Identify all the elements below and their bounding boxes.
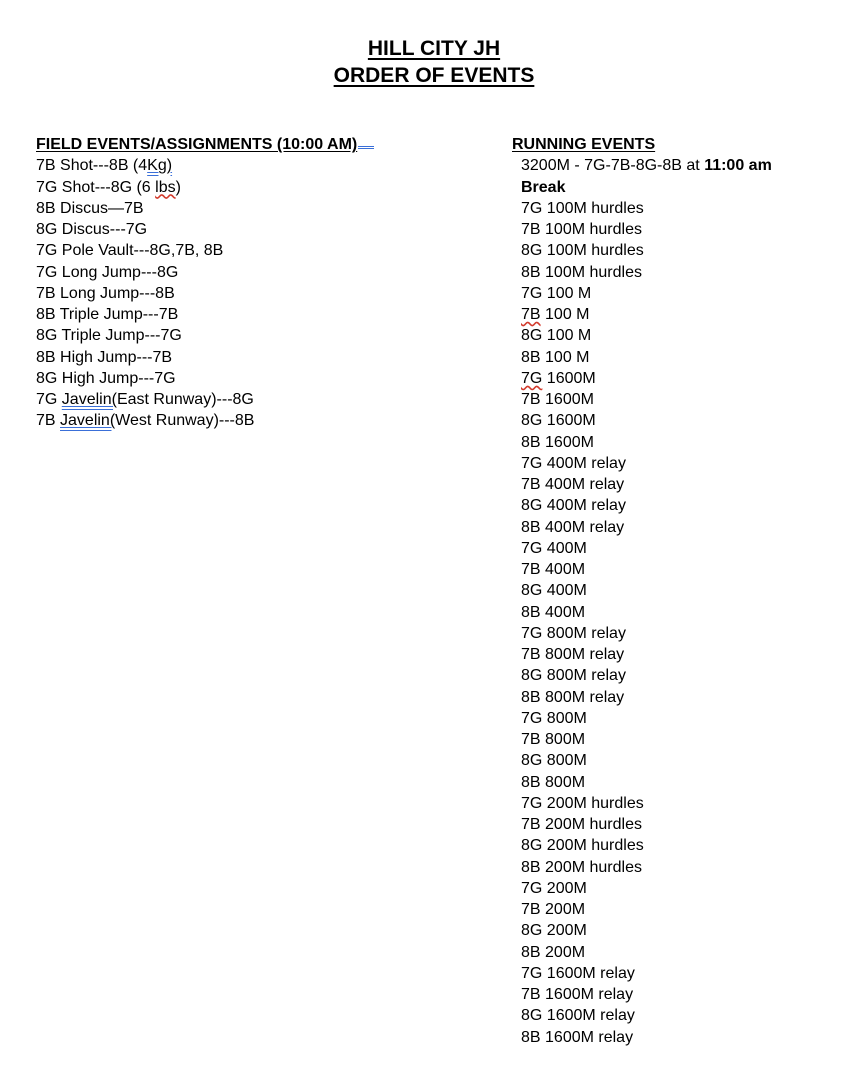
flagged-word: 7G bbox=[521, 369, 543, 387]
field-event-text: 7G bbox=[36, 391, 62, 408]
running-event-item: 8G 800M relay bbox=[521, 667, 626, 685]
field-event-text: 7B Shot---8B (4 bbox=[36, 157, 148, 175]
running-event-item: 7G 800M relay bbox=[521, 624, 626, 642]
running-event-item: 8G 200M hurdles bbox=[521, 837, 644, 855]
field-event-text: 8G Triple Jump---7G bbox=[36, 327, 182, 345]
field-event-item bbox=[36, 262, 456, 283]
field-event-text-tail: East Runway)---8G bbox=[116, 391, 254, 408]
running-event-item: 8B 800M relay bbox=[521, 688, 625, 706]
running-event-item: 8B 400M relay bbox=[521, 518, 625, 536]
running-event-item: 8B 100 M bbox=[521, 348, 590, 366]
running-events-list bbox=[512, 198, 862, 1048]
field-event-text-tail: ) bbox=[175, 178, 181, 196]
running-event-item: 8G 200M bbox=[521, 922, 587, 940]
running-event-item: 8B 1600M bbox=[521, 433, 594, 451]
running-first-event bbox=[512, 155, 862, 176]
running-event-item: 7G 400M relay bbox=[521, 454, 626, 472]
field-event-text: 7B Long Jump---8B bbox=[36, 284, 175, 302]
field-event-item bbox=[36, 240, 456, 261]
field-event-item bbox=[36, 325, 456, 346]
running-event-item: 7G 100M hurdles bbox=[521, 199, 644, 217]
running-event-item: 7G 200M hurdles bbox=[521, 794, 644, 812]
field-event-item bbox=[36, 219, 456, 240]
running-event-item: 7B 400M relay bbox=[521, 476, 625, 493]
field-event-item bbox=[36, 368, 456, 389]
running-event-item: 8B 200M hurdles bbox=[521, 858, 642, 876]
running-event-item: 8G 800M bbox=[521, 752, 587, 770]
flagged-word: 7B bbox=[521, 306, 541, 323]
running-event-item: 7B 800M bbox=[521, 731, 586, 748]
field-event-text: 8B High Jump---7B bbox=[36, 348, 173, 366]
running-events-column bbox=[512, 134, 862, 1048]
document-subtitle: ORDER OF EVENTS bbox=[333, 64, 535, 87]
running-event-item: 8B 800M bbox=[521, 773, 586, 791]
field-event-item bbox=[36, 410, 456, 431]
running-event-item: 8G 1600M relay bbox=[521, 1007, 635, 1025]
running-event-item: 7B 200M bbox=[521, 901, 586, 918]
flagged-word: Javelin( bbox=[60, 412, 116, 430]
running-event-item: 7G 400M bbox=[521, 539, 587, 557]
running-event-item: 8B 100M hurdles bbox=[521, 263, 642, 281]
flagged-word: Kg) bbox=[147, 157, 173, 175]
field-event-text: 7G Long Jump---8G bbox=[36, 263, 179, 281]
field-event-item bbox=[36, 198, 456, 219]
running-event-item: 8G 100 M bbox=[521, 327, 592, 345]
flagged-word: lbs bbox=[155, 178, 176, 196]
field-event-text: 8B Triple Jump---7B bbox=[36, 306, 179, 323]
field-event-text: 7G Shot---8G (6 bbox=[36, 178, 156, 196]
running-event-item: 7G 800M bbox=[521, 709, 587, 727]
field-event-item bbox=[36, 347, 456, 368]
running-event-item: 8G 100M hurdles bbox=[521, 242, 644, 260]
running-event-item bbox=[512, 304, 862, 325]
running-event-item: 8B 200M bbox=[521, 943, 586, 961]
running-event-item: 8G 400M bbox=[521, 582, 587, 600]
running-event-item: 7B 800M relay bbox=[521, 646, 625, 663]
document-title: HILL CITY JH bbox=[367, 37, 501, 60]
running-event-item: 7G 100 M bbox=[521, 284, 592, 302]
running-event-item: 7B 1600M relay bbox=[521, 986, 634, 1003]
field-event-text: 8B Discus—7B bbox=[36, 199, 144, 217]
running-event-item: 7B 100M hurdles bbox=[521, 221, 642, 238]
field-event-text: 8G High Jump---7G bbox=[36, 369, 176, 387]
field-events-column bbox=[36, 134, 456, 432]
flagged-word: Javelin( bbox=[61, 391, 117, 408]
field-event-text: 7B bbox=[36, 412, 61, 430]
field-event-item bbox=[36, 389, 456, 410]
field-event-text-tail: West Runway)---8B bbox=[115, 412, 255, 430]
field-event-text: 8G Discus---7G bbox=[36, 221, 148, 238]
field-event-text: 7G Pole Vault---8G,7B, 8B bbox=[36, 242, 224, 260]
running-event-item: 7G 200M bbox=[521, 879, 587, 897]
field-events-list bbox=[36, 155, 456, 431]
field-event-item bbox=[36, 283, 456, 304]
running-start-time: 11:00 am bbox=[704, 157, 772, 175]
grammar-underline-mark bbox=[358, 142, 374, 149]
running-event-text-tail: 1600M bbox=[542, 369, 596, 387]
running-event-item: 7B 1600M bbox=[521, 391, 594, 408]
running-event-item: 8G 1600M bbox=[521, 412, 596, 430]
field-event-item bbox=[36, 155, 456, 176]
running-event-item: 8B 1600M relay bbox=[521, 1028, 634, 1046]
running-event-item: 7B 200M hurdles bbox=[521, 816, 642, 833]
running-event-item: 8B 400M bbox=[521, 603, 586, 621]
running-event-text-tail: 100 M bbox=[540, 306, 590, 323]
running-event-item bbox=[512, 368, 862, 389]
field-events-heading bbox=[36, 134, 456, 155]
field-event-item bbox=[36, 177, 456, 198]
running-event-item: 7B 400M bbox=[521, 561, 586, 578]
running-first-event-text: 3200M - 7G-7B-8G-8B at bbox=[521, 157, 705, 175]
field-event-item bbox=[36, 304, 456, 325]
running-event-item: 7G 1600M relay bbox=[521, 964, 635, 982]
running-events-heading: RUNNING EVENTS bbox=[512, 136, 656, 153]
running-event-item: 8G 400M relay bbox=[521, 497, 626, 515]
field-events-heading-text: FIELD EVENTS/ASSIGNMENTS (10:00 AM) bbox=[36, 136, 358, 153]
break-label: Break bbox=[521, 178, 566, 196]
